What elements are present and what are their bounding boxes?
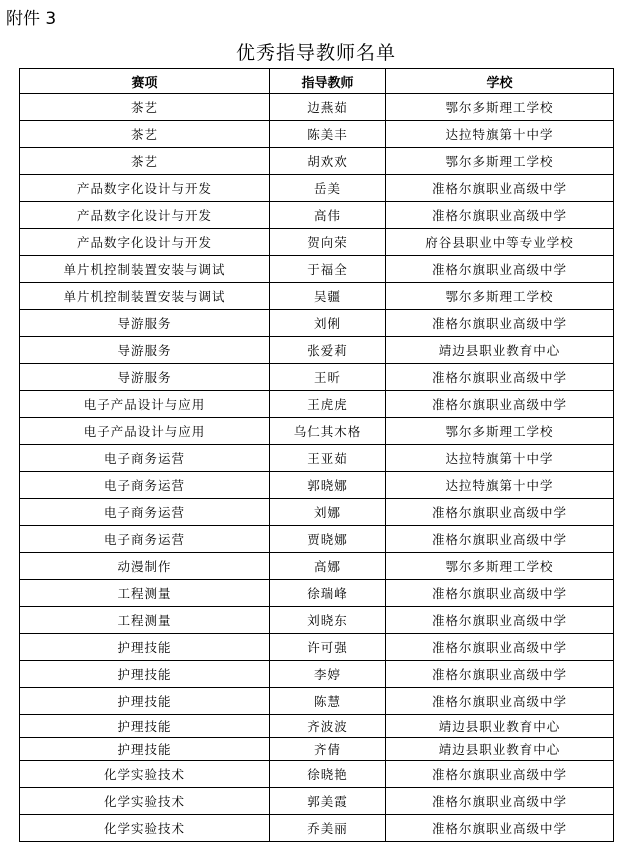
school-cell: 准格尔旗职业高级中学 bbox=[386, 661, 614, 688]
table-row bbox=[20, 499, 614, 526]
table-row bbox=[20, 229, 614, 256]
table-row bbox=[20, 121, 614, 148]
school-cell: 达拉特旗第十中学 bbox=[386, 445, 614, 472]
table-row bbox=[20, 634, 614, 661]
school-cell: 准格尔旗职业高级中学 bbox=[386, 256, 614, 283]
attachment-label: 附件 3 bbox=[6, 9, 57, 29]
table-row bbox=[20, 580, 614, 607]
teacher-cell: 高伟 bbox=[270, 202, 386, 229]
event-cell: 化学实验技术 bbox=[20, 761, 270, 788]
table-row bbox=[20, 391, 614, 418]
header-school: 学校 bbox=[386, 69, 614, 94]
teacher-cell: 刘晓东 bbox=[270, 607, 386, 634]
table-row bbox=[20, 94, 614, 121]
event-cell: 茶艺 bbox=[20, 94, 270, 121]
teacher-cell: 陈美丰 bbox=[270, 121, 386, 148]
table-body bbox=[20, 94, 614, 842]
teacher-cell: 胡欢欢 bbox=[270, 148, 386, 175]
event-cell: 茶艺 bbox=[20, 148, 270, 175]
table-row bbox=[20, 256, 614, 283]
table-row bbox=[20, 715, 614, 738]
table-row bbox=[20, 661, 614, 688]
teacher-cell: 齐波波 bbox=[270, 715, 386, 738]
teacher-cell: 刘娜 bbox=[270, 499, 386, 526]
event-cell: 电子产品设计与应用 bbox=[20, 391, 270, 418]
event-cell: 单片机控制装置安装与调试 bbox=[20, 256, 270, 283]
table-row bbox=[20, 688, 614, 715]
school-cell: 达拉特旗第十中学 bbox=[386, 121, 614, 148]
table-row bbox=[20, 148, 614, 175]
teacher-cell: 王虎虎 bbox=[270, 391, 386, 418]
table-row bbox=[20, 175, 614, 202]
header-teacher: 指导教师 bbox=[270, 69, 386, 94]
school-cell: 鄂尔多斯理工学校 bbox=[386, 94, 614, 121]
school-cell: 准格尔旗职业高级中学 bbox=[386, 364, 614, 391]
table-row bbox=[20, 788, 614, 815]
school-cell: 府谷县职业中等专业学校 bbox=[386, 229, 614, 256]
teacher-cell: 乔美丽 bbox=[270, 815, 386, 842]
school-cell: 准格尔旗职业高级中学 bbox=[386, 580, 614, 607]
teacher-cell: 许可强 bbox=[270, 634, 386, 661]
teacher-cell: 郭晓娜 bbox=[270, 472, 386, 499]
teacher-cell: 刘俐 bbox=[270, 310, 386, 337]
teacher-cell: 乌仁其木格 bbox=[270, 418, 386, 445]
table-row bbox=[20, 364, 614, 391]
school-cell: 准格尔旗职业高级中学 bbox=[386, 391, 614, 418]
table-row bbox=[20, 526, 614, 553]
event-cell: 化学实验技术 bbox=[20, 788, 270, 815]
table-row bbox=[20, 553, 614, 580]
event-cell: 电子产品设计与应用 bbox=[20, 418, 270, 445]
teacher-cell: 徐瑞峰 bbox=[270, 580, 386, 607]
table-header-row bbox=[20, 69, 614, 94]
event-cell: 电子商务运营 bbox=[20, 472, 270, 499]
teacher-cell: 高娜 bbox=[270, 553, 386, 580]
teacher-cell: 徐晓艳 bbox=[270, 761, 386, 788]
school-cell: 准格尔旗职业高级中学 bbox=[386, 634, 614, 661]
teacher-table bbox=[19, 68, 614, 842]
event-cell: 导游服务 bbox=[20, 337, 270, 364]
teacher-cell: 贾晓娜 bbox=[270, 526, 386, 553]
school-cell: 鄂尔多斯理工学校 bbox=[386, 418, 614, 445]
table-row bbox=[20, 337, 614, 364]
table-row bbox=[20, 815, 614, 842]
table-row bbox=[20, 472, 614, 499]
school-cell: 准格尔旗职业高级中学 bbox=[386, 688, 614, 715]
school-cell: 准格尔旗职业高级中学 bbox=[386, 310, 614, 337]
page-title: 优秀指导教师名单 bbox=[235, 42, 396, 64]
table-row bbox=[20, 761, 614, 788]
header-event: 赛项 bbox=[20, 69, 270, 94]
event-cell: 护理技能 bbox=[20, 634, 270, 661]
event-cell: 护理技能 bbox=[20, 661, 270, 688]
event-cell: 茶艺 bbox=[20, 121, 270, 148]
teacher-cell: 岳美 bbox=[270, 175, 386, 202]
event-cell: 导游服务 bbox=[20, 364, 270, 391]
school-cell: 靖边县职业教育中心 bbox=[386, 738, 614, 761]
school-cell: 准格尔旗职业高级中学 bbox=[386, 202, 614, 229]
table-row bbox=[20, 310, 614, 337]
event-cell: 化学实验技术 bbox=[20, 815, 270, 842]
school-cell: 准格尔旗职业高级中学 bbox=[386, 175, 614, 202]
teacher-cell: 郭美霞 bbox=[270, 788, 386, 815]
event-cell: 产品数字化设计与开发 bbox=[20, 175, 270, 202]
event-cell: 工程测量 bbox=[20, 580, 270, 607]
table-row bbox=[20, 202, 614, 229]
table-row bbox=[20, 445, 614, 472]
event-cell: 电子商务运营 bbox=[20, 445, 270, 472]
event-cell: 护理技能 bbox=[20, 688, 270, 715]
school-cell: 靖边县职业教育中心 bbox=[386, 715, 614, 738]
school-cell: 准格尔旗职业高级中学 bbox=[386, 499, 614, 526]
teacher-cell: 贺向荣 bbox=[270, 229, 386, 256]
school-cell: 靖边县职业教育中心 bbox=[386, 337, 614, 364]
table-row bbox=[20, 738, 614, 761]
event-cell: 导游服务 bbox=[20, 310, 270, 337]
event-cell: 产品数字化设计与开发 bbox=[20, 229, 270, 256]
teacher-cell: 李婷 bbox=[270, 661, 386, 688]
teacher-cell: 于福全 bbox=[270, 256, 386, 283]
school-cell: 准格尔旗职业高级中学 bbox=[386, 526, 614, 553]
school-cell: 准格尔旗职业高级中学 bbox=[386, 607, 614, 634]
school-cell: 鄂尔多斯理工学校 bbox=[386, 283, 614, 310]
event-cell: 单片机控制装置安装与调试 bbox=[20, 283, 270, 310]
event-cell: 护理技能 bbox=[20, 738, 270, 761]
teacher-cell: 陈慧 bbox=[270, 688, 386, 715]
teacher-cell: 王昕 bbox=[270, 364, 386, 391]
event-cell: 工程测量 bbox=[20, 607, 270, 634]
event-cell: 产品数字化设计与开发 bbox=[20, 202, 270, 229]
event-cell: 电子商务运营 bbox=[20, 499, 270, 526]
school-cell: 准格尔旗职业高级中学 bbox=[386, 815, 614, 842]
teacher-cell: 吴疆 bbox=[270, 283, 386, 310]
teacher-cell: 王亚茹 bbox=[270, 445, 386, 472]
table-row bbox=[20, 607, 614, 634]
table-row bbox=[20, 418, 614, 445]
school-cell: 鄂尔多斯理工学校 bbox=[386, 148, 614, 175]
teacher-cell: 张爱莉 bbox=[270, 337, 386, 364]
school-cell: 鄂尔多斯理工学校 bbox=[386, 553, 614, 580]
school-cell: 准格尔旗职业高级中学 bbox=[386, 788, 614, 815]
table-row bbox=[20, 283, 614, 310]
event-cell: 电子商务运营 bbox=[20, 526, 270, 553]
event-cell: 动漫制作 bbox=[20, 553, 270, 580]
event-cell: 护理技能 bbox=[20, 715, 270, 738]
teacher-cell: 齐倩 bbox=[270, 738, 386, 761]
teacher-cell: 边燕茹 bbox=[270, 94, 386, 121]
school-cell: 达拉特旗第十中学 bbox=[386, 472, 614, 499]
school-cell: 准格尔旗职业高级中学 bbox=[386, 761, 614, 788]
